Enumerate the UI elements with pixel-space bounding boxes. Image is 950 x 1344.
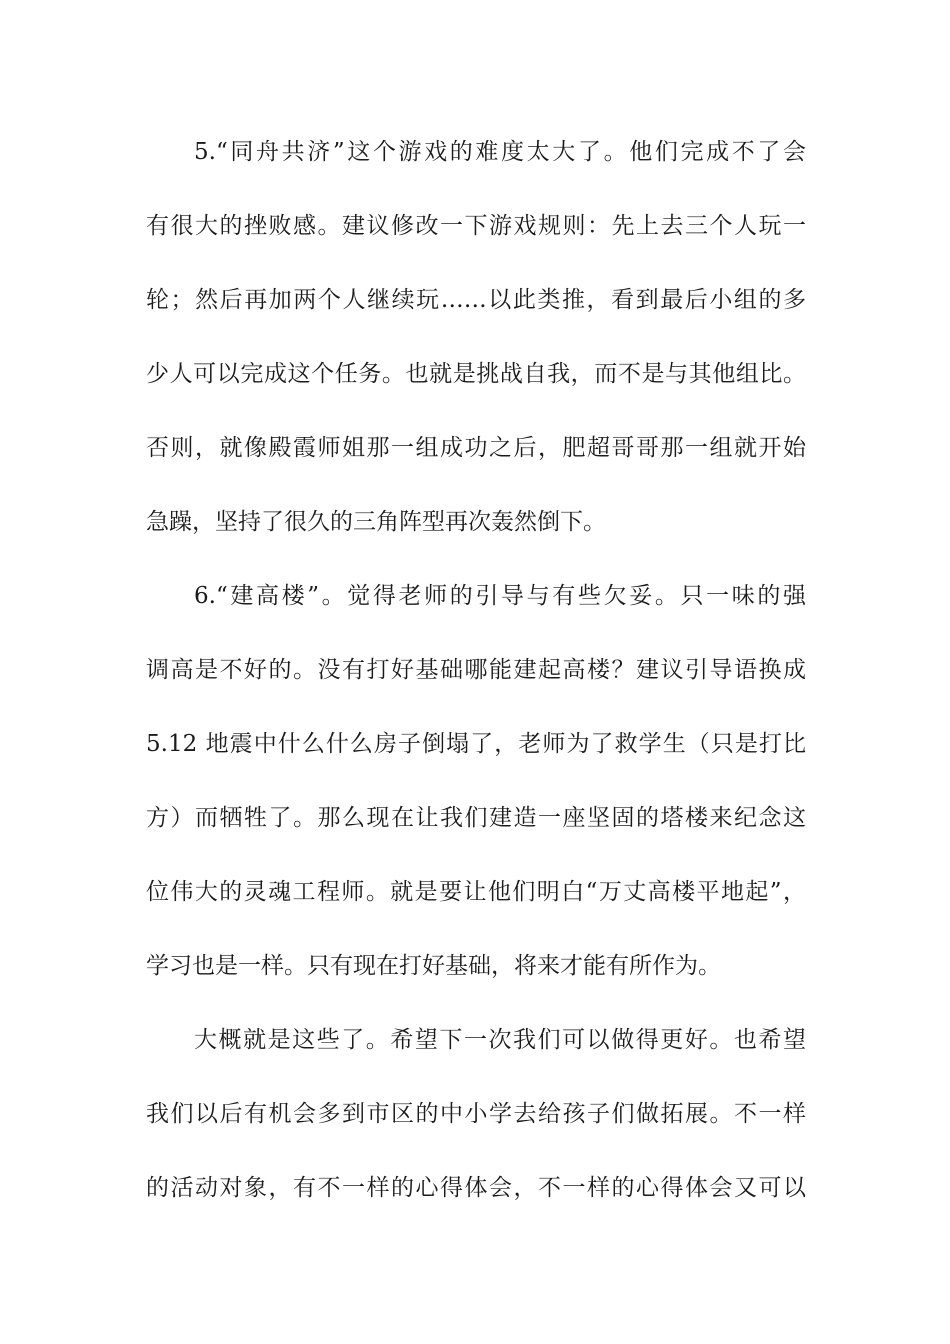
paragraph-5-line-3: 轮；然后再加两个人继续玩……以此类推，看到最后小组的多	[146, 287, 806, 313]
paragraph-closing-line-2: 我们以后有机会多到市区的中小学去给孩子们做拓展。不一样	[146, 1101, 806, 1127]
paragraph-closing-line-1: 大概就是这些了。希望下一次我们可以做得更好。也希望	[194, 1027, 806, 1053]
paragraph-5-line-1: 5.“同舟共济”这个游戏的难度太大了。他们完成不了会	[194, 139, 806, 165]
paragraph-5-line-6: 急躁，坚持了很久的三角阵型再次轰然倒下。	[146, 509, 606, 535]
paragraph-6-line-1: 6.“建高楼”。觉得老师的引导与有些欠妥。只一味的强	[194, 583, 806, 609]
paragraph-6-line-5: 位伟大的灵魂工程师。就是要让他们明白“万丈高楼平地起”，	[146, 879, 806, 905]
paragraph-5-line-2: 有很大的挫败感。建议修改一下游戏规则：先上去三个人玩一	[146, 213, 806, 239]
paragraph-6-line-2: 调高是不好的。没有打好基础哪能建起高楼？建议引导语换成	[146, 657, 806, 683]
paragraph-6-line-4: 方）而牺牲了。那么现在让我们建造一座坚固的塔楼来纪念这	[146, 805, 806, 831]
paragraph-closing-line-3: 的活动对象，有不一样的心得体会，不一样的心得体会又可以	[146, 1175, 806, 1201]
paragraph-6-line-3: 5.12 地震中什么什么房子倒塌了，老师为了救学生（只是打比	[146, 731, 806, 757]
paragraph-6-line-6: 学习也是一样。只有现在打好基础，将来才能有所作为。	[146, 953, 721, 979]
paragraph-5-line-4: 少人可以完成这个任务。也就是挑战自我，而不是与其他组比。	[146, 361, 806, 387]
paragraph-5-line-5: 否则，就像殿霞师姐那一组成功之后，肥超哥哥那一组就开始	[146, 435, 806, 461]
